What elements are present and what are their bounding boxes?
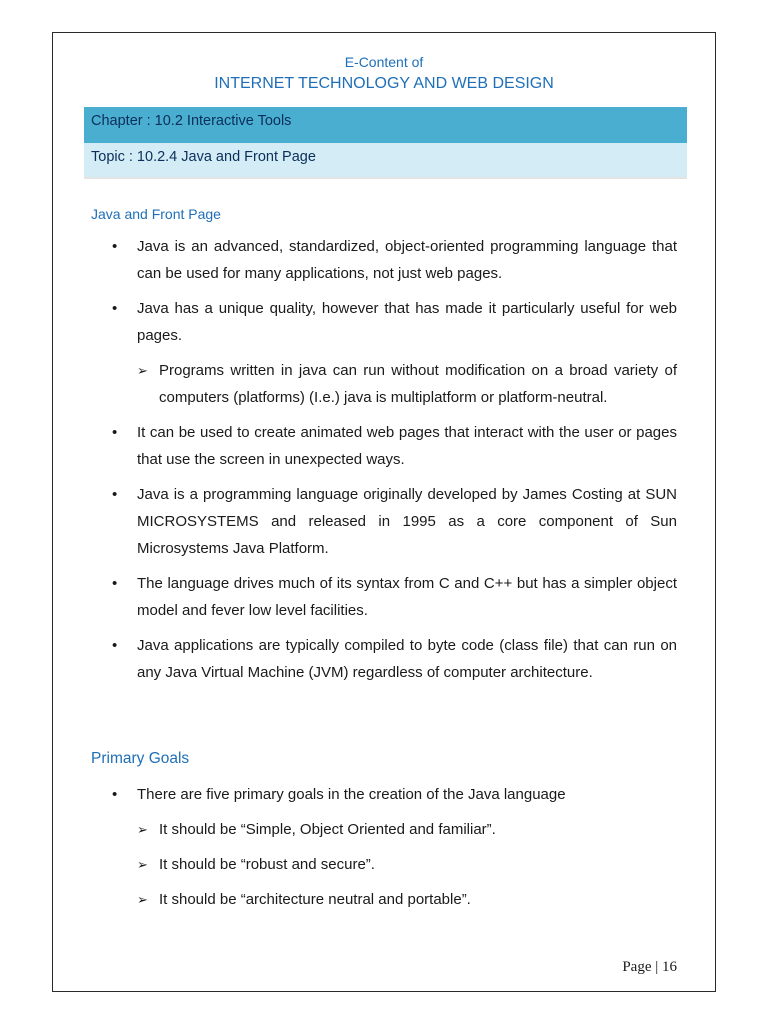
list-item-text: It should be “architecture neutral and portable”. <box>159 891 471 908</box>
section-heading-java-front-page: Java and Front Page <box>91 206 221 222</box>
list-item-text: The language drives much of its syntax from C and C++ but has a simpler object model and fever low level facilities. <box>137 575 677 619</box>
list-item-text: It should be “Simple, Object Oriented and familiar”. <box>159 821 496 838</box>
list-item-text: Java applications are typically compiled to byte code (class file) that can run on any Java Virtual Machine (JVM) regardless of computer architecture. <box>137 637 677 681</box>
list-item-text: It can be used to create animated web pages that interact with the user or pages that use the screen in unexpected ways. <box>137 424 677 468</box>
list-item-text: Java is an advanced, standardized, object-oriented programming language that can be used for many applications, not just web pages. <box>137 238 677 282</box>
bullet-arrow-icon: ➢ <box>137 363 148 378</box>
page-number: Page | 16 <box>622 959 677 975</box>
bullet-arrow-icon: ➢ <box>137 822 148 837</box>
topic-bar: Topic : 10.2.4 Java and Front Page <box>84 143 687 179</box>
list-item <box>137 851 677 878</box>
document-header <box>53 53 715 95</box>
list-item-text: Java is a programming language originally developed by James Costing at SUN MICROSYSTEMS and released in 1995 as a core component of Sun Microsystems Java Platform. <box>137 486 677 557</box>
primary-goals-list <box>112 781 677 913</box>
list-item <box>137 886 677 913</box>
bullet-dot-icon: • <box>112 238 118 255</box>
list-item <box>112 419 677 473</box>
bullet-arrow-icon: ➢ <box>137 892 148 907</box>
list-item <box>112 632 677 686</box>
list-item-text: Programs written in java can run without modification on a broad variety of computers (platforms) (I.e.) java is multiplatform or platform-neutral. <box>159 362 677 406</box>
bullet-dot-icon: • <box>112 637 118 654</box>
list-item-text: Java has a unique quality, however that has made it particularly useful for web pages. <box>137 300 677 344</box>
bullet-dot-icon: • <box>112 786 118 803</box>
bullet-dot-icon: • <box>112 486 118 503</box>
list-item-text: There are five primary goals in the creation of the Java language <box>137 786 566 803</box>
econtent-label: E-Content of <box>344 54 424 70</box>
list-item <box>112 481 677 562</box>
list-item <box>112 233 677 287</box>
java-front-page-list <box>112 233 677 686</box>
list-item <box>112 295 677 349</box>
bullet-dot-icon: • <box>112 300 118 317</box>
list-item-text: It should be “robust and secure”. <box>159 856 375 873</box>
list-item <box>112 570 677 624</box>
list-item <box>137 816 677 843</box>
section-heading-primary-goals: Primary Goals <box>91 750 190 767</box>
document-title: INTERNET TECHNOLOGY AND WEB DESIGN <box>214 75 554 92</box>
list-item <box>112 781 677 808</box>
bullet-arrow-icon: ➢ <box>137 857 148 872</box>
bullet-dot-icon: • <box>112 575 118 592</box>
bullet-dot-icon: • <box>112 424 118 441</box>
chapter-bar: Chapter : 10.2 Interactive Tools <box>84 107 687 143</box>
list-item <box>137 357 677 411</box>
page-frame <box>52 32 716 992</box>
